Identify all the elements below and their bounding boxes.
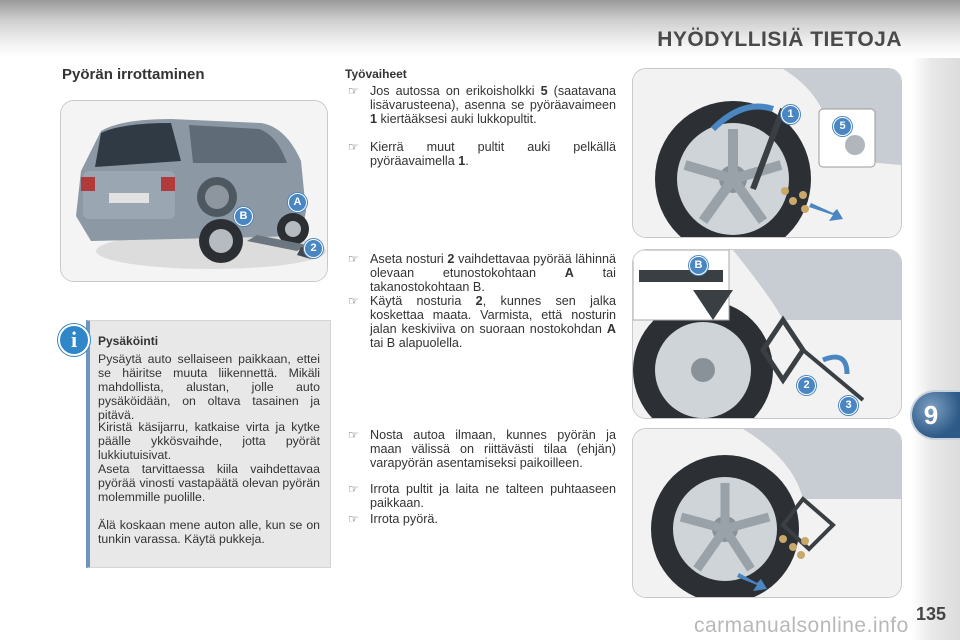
step-item: ☞ Käytä nosturia 2, kunnes sen jalka koskettaa maata. Varmista, että nosturin jalan keskiviiva on suoraan nostokohdan A tai B alapuolella.	[348, 294, 616, 350]
badge-b-jack: B	[689, 256, 708, 275]
pointing-hand-icon: ☞	[348, 140, 359, 154]
step-item: ☞ Kierrä muut pultit auki pelkällä pyöräavaimella 1.	[348, 140, 616, 168]
info-paragraph: Aseta tarvittaessa kiila vaihdettavaa pyörää vinosti vastapäätä olevan pyörän molemmille puolille.	[98, 462, 320, 504]
chapter-tab[interactable]	[912, 392, 960, 438]
pointing-hand-icon: ☞	[348, 84, 359, 98]
step-item: ☞ Irrota pultit ja laita ne talteen puhtaaseen paikkaan.	[348, 482, 616, 510]
wheel-removal-illustration	[632, 428, 902, 598]
badge-1-wrench: 1	[781, 105, 800, 124]
badge-b-car: B	[234, 207, 253, 226]
pointing-hand-icon: ☞	[348, 252, 359, 266]
info-paragraph: Pysäytä auto sellaiseen paikkaan, ettei se häiritse muuta liikennettä. Mikäli mahdollista, alustan, jolle auto pysäköidään, on oltava tasainen ja pitävä.	[98, 352, 320, 422]
pointing-hand-icon: ☞	[348, 482, 359, 496]
chapter-side-strip	[912, 58, 960, 640]
info-box-title: Pysäköinti	[98, 334, 159, 348]
car-illustration	[60, 100, 328, 282]
jack-drawing	[633, 250, 901, 418]
wheel-wrench-drawing	[633, 69, 901, 237]
page-header-title: HYÖDYLLISIÄ TIETOJA	[657, 28, 902, 51]
section-title: Pyörän irrottaminen	[62, 66, 205, 83]
info-paragraph: Älä koskaan mene auton alle, kun se on tunkin varassa. Käytä pukkeja.	[98, 518, 320, 546]
info-paragraph: Kiristä käsijarru, katkaise virta ja kytke päälle ykkösvaihde, jotta pyörät lukkiutuisivat.	[98, 420, 320, 462]
step-item: ☞ Irrota pyörä.	[348, 512, 438, 526]
steps-title: Työvaiheet	[345, 67, 407, 81]
pointing-hand-icon: ☞	[348, 428, 359, 442]
step-item: ☞ Aseta nosturi 2 vaihdettavaa pyörää lähinnä olevaan etunostokohtaan A tai takanostokohtaan B.	[348, 252, 616, 294]
badge-2-jack: 2	[797, 376, 816, 395]
watermark: carmanualsonline.info	[694, 614, 909, 637]
pointing-hand-icon: ☞	[348, 512, 359, 526]
page-number: 135	[916, 604, 947, 624]
step-item: ☞ Jos autossa on erikoisholkki 5 (saatavana lisävarusteena), asenna se pyöräavaimeen 1 kiertääksesi auki lukkopultit.	[348, 84, 616, 126]
pointing-hand-icon: ☞	[348, 294, 359, 308]
car-drawing	[61, 101, 327, 281]
chapter-number: 9	[923, 400, 939, 430]
step-item: ☞ Nosta autoa ilmaan, kunnes pyörän ja maan välissä on riittävästi tilaa (ehjän) varapyörän asentamiseksi paikoilleen.	[348, 428, 616, 470]
badge-5-socket: 5	[833, 117, 852, 136]
jack-illustration	[632, 249, 902, 419]
wrench-illustration	[632, 68, 902, 238]
badge-3-handle: 3	[839, 396, 858, 415]
badge-a-car: A	[288, 193, 307, 212]
badge-2-car: 2	[304, 239, 323, 258]
info-icon: i	[58, 324, 90, 356]
wheel-removal-drawing	[633, 429, 901, 597]
